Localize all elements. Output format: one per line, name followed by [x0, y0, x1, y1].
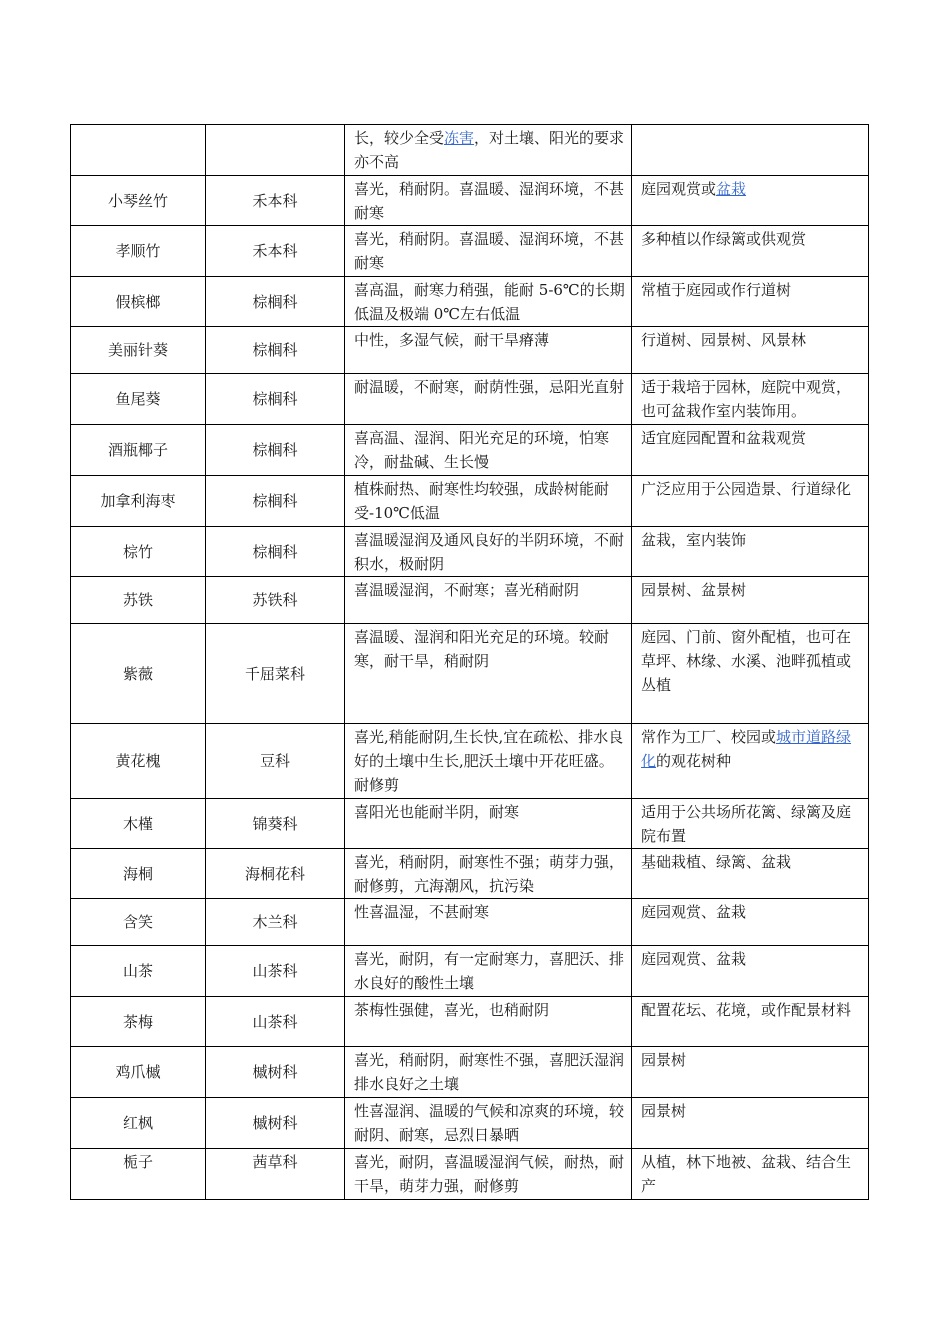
use-text: 行道树、园景树、风景林: [641, 331, 807, 349]
table-row: [71, 425, 869, 476]
plant-name-cell: 黄花槐: [71, 724, 206, 799]
plant-name-cell: 山茶: [71, 946, 206, 997]
plant-table-body: [71, 125, 869, 1200]
plant-habit-cell: [345, 577, 632, 624]
use-text: 常植于庭园或作行道树: [641, 281, 792, 299]
plant-name-cell: 假槟榔: [71, 277, 206, 327]
plant-name-cell: 加拿利海枣: [71, 476, 206, 527]
plant-habit-cell: [345, 624, 632, 724]
habit-text: 喜高温，耐寒力稍强，能耐 5-6℃的长期低温及极端 0℃左右低温: [354, 281, 625, 323]
plant-use-cell: [632, 849, 869, 899]
table-row: [71, 1098, 869, 1149]
table-row: [71, 724, 869, 799]
plant-name-cell: 棕竹: [71, 527, 206, 577]
plant-name-cell: 茶梅: [71, 997, 206, 1047]
plant-name-cell: 紫薇: [71, 624, 206, 724]
table-row: [71, 374, 869, 425]
plant-name-cell: 酒瓶椰子: [71, 425, 206, 476]
plant-name-cell: [71, 125, 206, 176]
plant-family-cell: 禾本科: [206, 226, 345, 277]
use-text: 广泛应用于公园造景、行道绿化: [641, 480, 852, 498]
habit-text: 茶梅性强健，喜光，也稍耐阴: [354, 1001, 550, 1019]
habit-text: 性喜湿润、温暖的气候和凉爽的环境，较耐阴、耐寒，忌烈日暴晒: [354, 1102, 625, 1144]
table-row: [71, 1149, 869, 1200]
plant-family-cell: 苏铁科: [206, 577, 345, 624]
habit-text: 喜温暖湿润，不耐寒；喜光稍耐阴: [354, 581, 580, 599]
plant-family-cell: 山茶科: [206, 946, 345, 997]
plant-family-cell: 槭树科: [206, 1098, 345, 1149]
plant-use-cell: [632, 899, 869, 946]
plant-name-cell: 红枫: [71, 1098, 206, 1149]
plant-use-cell: [632, 374, 869, 425]
plant-use-cell: [632, 799, 869, 849]
habit-text: 喜温暖湿润及通风良好的半阴环境，不耐积水，极耐阴: [354, 531, 625, 573]
plant-habit-cell: [345, 1047, 632, 1098]
plant-name-cell: 栀子: [71, 1149, 206, 1200]
plant-use-cell: [632, 997, 869, 1047]
habit-text: 喜光，稍耐阴。喜温暖、湿润环境，不甚耐寒: [354, 230, 625, 272]
plant-habit-cell: [345, 374, 632, 425]
plant-habit-cell: [345, 277, 632, 327]
plant-use-cell: [632, 577, 869, 624]
habit-text: 长，较少全受: [354, 129, 445, 147]
use-text: 园景树: [641, 1051, 687, 1069]
use-text: 庭园观赏、盆栽: [641, 950, 747, 968]
use-text: 盆栽，室内装饰: [641, 531, 747, 549]
plant-habit-cell: [345, 997, 632, 1047]
use-text: 的观花树种: [656, 752, 732, 770]
table-row: [71, 899, 869, 946]
plant-use-cell: [632, 1149, 869, 1200]
plant-use-cell: [632, 176, 869, 226]
plant-habit-cell: [345, 799, 632, 849]
plant-name-cell: 海桐: [71, 849, 206, 899]
table-row: [71, 277, 869, 327]
plant-habit-cell: [345, 327, 632, 374]
plant-habit-cell: [345, 476, 632, 527]
use-text: 园景树、盆景树: [641, 581, 747, 599]
table-row: [71, 327, 869, 374]
habit-text: 植株耐热、耐寒性均较强，成龄树能耐受-10℃低温: [354, 480, 610, 522]
use-text: 适于栽培于园林，庭院中观赏，也可盆栽作室内装饰用。: [641, 378, 852, 420]
use-text: 常作为工厂、校园或: [641, 728, 777, 746]
use-text: 园景树: [641, 1102, 687, 1120]
use-text: 庭园、门前、窗外配植，也可在草坪、林缘、水溪、池畔孤植或丛植: [641, 628, 852, 694]
use-text: 多种植以作绿篱或供观赏: [641, 230, 807, 248]
table-row: [71, 226, 869, 277]
use-text: 从植，林下地被、盆栽、结合生产: [641, 1153, 852, 1195]
use-text: 配置花坛、花境，或作配景材料: [641, 1001, 852, 1019]
habit-text: 耐温暖，不耐寒，耐荫性强，忌阳光直射: [354, 378, 625, 396]
table-row: [71, 997, 869, 1047]
use-link[interactable]: 盆栽: [716, 180, 747, 198]
plant-use-cell: [632, 946, 869, 997]
plant-name-cell: 木槿: [71, 799, 206, 849]
table-row: [71, 1047, 869, 1098]
plant-habit-cell: [345, 1098, 632, 1149]
plant-name-cell: 鱼尾葵: [71, 374, 206, 425]
habit-text: 中性，多湿气候，耐干旱瘠薄: [354, 331, 550, 349]
habit-text: 性喜温湿，不甚耐寒: [354, 903, 490, 921]
plant-family-cell: [206, 125, 345, 176]
plant-name-cell: 小琴丝竹: [71, 176, 206, 226]
use-text: 适用于公共场所花篱、绿篱及庭院布置: [641, 803, 852, 845]
plant-family-cell: 茜草科: [206, 1149, 345, 1200]
plant-name-cell: 鸡爪槭: [71, 1047, 206, 1098]
plant-family-cell: 豆科: [206, 724, 345, 799]
habit-text: 喜光，耐阴，喜温暖湿润气候，耐热，耐干旱，萌芽力强，耐修剪: [354, 1153, 625, 1195]
plant-family-cell: 棕榈科: [206, 374, 345, 425]
plant-name-cell: 美丽针葵: [71, 327, 206, 374]
plant-use-cell: [632, 476, 869, 527]
plant-habit-cell: [345, 1149, 632, 1200]
plant-habit-cell: [345, 176, 632, 226]
plant-habit-cell: [345, 849, 632, 899]
plant-family-cell: 锦葵科: [206, 799, 345, 849]
plant-use-cell: [632, 1098, 869, 1149]
use-text: 庭园观赏、盆栽: [641, 903, 747, 921]
table-row: [71, 476, 869, 527]
plant-family-cell: 棕榈科: [206, 527, 345, 577]
plant-family-cell: 木兰科: [206, 899, 345, 946]
plant-habit-cell: [345, 527, 632, 577]
plant-table: [70, 124, 869, 1200]
habit-text: 喜光，耐阴，有一定耐寒力，喜肥沃、排水良好的酸性土壤: [354, 950, 625, 992]
use-text: 适宜庭园配置和盆栽观赏: [641, 429, 807, 447]
plant-family-cell: 棕榈科: [206, 277, 345, 327]
habit-text: 喜光，稍耐阴，耐寒性不强；萌芽力强，耐修剪，亢海潮风，抗污染: [354, 853, 625, 895]
plant-name-cell: 孝顺竹: [71, 226, 206, 277]
plant-use-cell: [632, 125, 869, 176]
plant-habit-cell: [345, 946, 632, 997]
table-row: [71, 527, 869, 577]
plant-habit-cell: [345, 125, 632, 176]
habit-text: ，对土壤、阳光的要求亦不高: [354, 129, 625, 171]
plant-family-cell: 禾本科: [206, 176, 345, 226]
plant-name-cell: 含笑: [71, 899, 206, 946]
table-row: [71, 799, 869, 849]
plant-use-cell: [632, 277, 869, 327]
plant-family-cell: 海桐花科: [206, 849, 345, 899]
plant-use-cell: [632, 527, 869, 577]
plant-family-cell: 棕榈科: [206, 476, 345, 527]
table-row: [71, 176, 869, 226]
plant-family-cell: 棕榈科: [206, 327, 345, 374]
plant-habit-cell: [345, 425, 632, 476]
plant-use-cell: [632, 226, 869, 277]
plant-use-cell: [632, 624, 869, 724]
table-row: [71, 946, 869, 997]
habit-text: 喜阳光也能耐半阴，耐寒: [354, 803, 520, 821]
plant-habit-cell: [345, 724, 632, 799]
table-row: [71, 624, 869, 724]
use-text: 庭园观赏或: [641, 180, 717, 198]
plant-family-cell: 棕榈科: [206, 425, 345, 476]
plant-family-cell: 千屈菜科: [206, 624, 345, 724]
habit-text: 喜光,稍能耐阴,生长快,宜在疏松、排水良好的土壤中生长,肥沃土壤中开花旺盛。耐修剪: [354, 728, 624, 794]
plant-family-cell: 山茶科: [206, 997, 345, 1047]
habit-text: 喜高温、湿润、阳光充足的环境，怕寒冷，耐盐碱、生长慢: [354, 429, 610, 471]
plant-habit-cell: [345, 226, 632, 277]
table-row: [71, 849, 869, 899]
habit-link[interactable]: 冻害: [444, 129, 475, 147]
plant-habit-cell: [345, 899, 632, 946]
plant-use-cell: [632, 724, 869, 799]
plant-use-cell: [632, 327, 869, 374]
table-row: [71, 125, 869, 176]
plant-use-cell: [632, 1047, 869, 1098]
habit-text: 喜温暖、湿润和阳光充足的环境。较耐寒，耐干旱，稍耐阴: [354, 628, 610, 670]
plant-use-cell: [632, 425, 869, 476]
plant-name-cell: 苏铁: [71, 577, 206, 624]
use-text: 基础栽植、绿篱、盆栽: [641, 853, 792, 871]
use-link[interactable]: 城市道路绿化: [641, 728, 852, 770]
habit-text: 喜光，稍耐阴。喜温暖、湿润环境，不甚耐寒: [354, 180, 625, 222]
plant-family-cell: 槭树科: [206, 1047, 345, 1098]
table-row: [71, 577, 869, 624]
habit-text: 喜光，稍耐阴，耐寒性不强，喜肥沃湿润排水良好之土壤: [354, 1051, 625, 1093]
